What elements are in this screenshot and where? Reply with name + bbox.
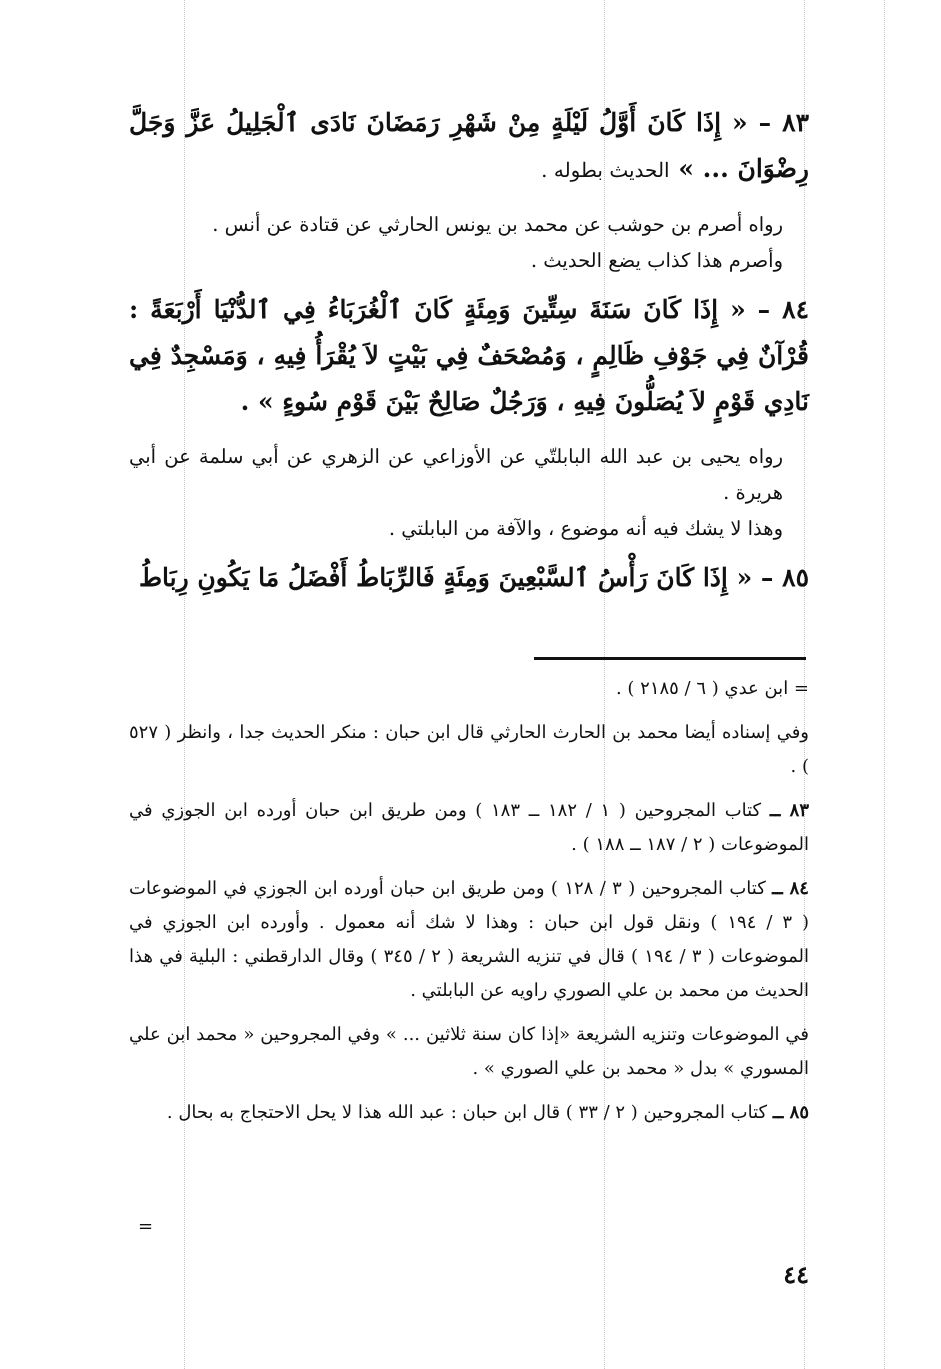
footnote-text: كتاب المجروحين ( ١ / ١٨٢ ــ ١٨٣ ) ومن طريق ابن حبان أورده ابن الجوزي في الموضوعات ( ٢ / ١٨٧ ــ ١٨٨ ) . — [129, 800, 809, 855]
scan-artifact-line — [884, 0, 885, 1369]
note-line: وأصرم هذا كذاب يضع الحديث . — [530, 249, 783, 272]
footnote — [129, 672, 809, 706]
hadith-note — [129, 439, 809, 547]
hadith-text: « إِذَا كَانَ رَأْسُ ٱلسَّبْعِينَ وَمِئَةٍ فَالرِّبَاطُ أَفْضَلُ مَا يَكُونِ رِبَاطُ — [138, 563, 753, 592]
footnote-divider — [534, 657, 806, 660]
hadith-84 — [129, 287, 809, 425]
hadith-text: « إِذَا كَانَ سَنَةَ سِتِّينَ وَمِئَةٍ كَانَ ٱلْغُرَبَاءُ فِي ٱلدُّنْيَا أَرْبَعَةً : قُرْآنٌ فِي جَوْفِ ظَالِمٍ ، وَمُصْحَفٌ فِي بَيْتٍ لاَ يُقْرَأُ فِيهِ ، وَمَسْجِدٌ فِي نَادِي قَوْمٍ لاَ يُصَلُّونَ فِيهِ ، وَرَجُلٌ صَالِحٌ بَيْنَ قَوْمِ سُوءٍ » . — [129, 295, 809, 416]
footnote — [129, 716, 809, 784]
footnote — [129, 1018, 809, 1086]
hadith-83 — [129, 100, 809, 193]
footnotes — [129, 672, 809, 1140]
hadith-number: ٨٤ – — [757, 295, 809, 324]
footnote-text: كتاب المجروحين ( ٢ / ٣٣ ) قال ابن حبان : عبد الله هذا لا يحل الاحتجاج به بحال . — [166, 1102, 768, 1123]
hadith-85 — [129, 555, 809, 601]
main-text — [129, 100, 809, 615]
footnote-text: في الموضوعات وتنزيه الشريعة «إذا كان سنة ثلاثين ... » وفي المجروحين « محمد ابن علي المسوري » بدل « محمد بن علي الصوري » . — [129, 1024, 809, 1079]
footnote-83 — [129, 794, 809, 862]
hadith-text: « إِذَا كَانَ أَوَّلُ لَيْلَةٍ مِنْ شَهْرِ رَمَضَانَ نَادَى ٱلْجَلِيلُ عَزَّ وَجَلَّ رِضْوَانَ ... » — [129, 108, 809, 183]
note-line: رواه يحيى بن عبد الله البابلتّي عن الأوزاعي عن الزهري عن أبي سلمة عن أبي هريرة . — [129, 445, 783, 504]
page-number: ٤٤ — [783, 1260, 809, 1289]
hadith-number: ٨٣ – — [758, 108, 809, 137]
hadith-tail: الحديث بطوله . — [541, 158, 670, 182]
footnote-text: وفي إسناده أيضا محمد بن الحارث الحارثي قال ابن حبان : منكر الحديث جدا ، وانظر ( ٥٢٧ ) . — [129, 722, 809, 777]
footnote-84 — [129, 872, 809, 1008]
footnote-text: كتاب المجروحين ( ٣ / ١٢٨ ) ومن طريق ابن حبان أورده ابن الجوزي في الموضوعات ( ٣ / ١٩٤ ) ونقل قول ابن حبان : وهذا لا شك أنه معمول . وأورده ابن الجوزي في الموضوعات ( ٣ / ١٩٤ ) قال في تنزيه الشريعة ( ٢ / ٣٤٥ ) وقال الدارقطني : البلية في هذا الحديث من محمد بن علي الصوري راويه عن البابلتي . — [129, 878, 809, 1001]
footnote-number: ٨٥ ــ — [772, 1102, 809, 1123]
footnote-text: = ابن عدي ( ٦ / ٢١٨٥ ) . — [615, 678, 809, 699]
continuation-mark: = — [138, 1216, 154, 1237]
hadith-number: ٨٥ – — [760, 563, 809, 592]
note-line: وهذا لا يشك فيه أنه موضوع ، والآفة من البابلتي . — [388, 517, 783, 540]
footnote-number: ٨٤ ــ — [772, 878, 809, 899]
hadith-note — [129, 207, 809, 279]
footnote-number: ٨٣ ــ — [769, 800, 809, 821]
footnote-85 — [129, 1096, 809, 1130]
note-line: رواه أصرم بن حوشب عن محمد بن يونس الحارثي عن قتادة عن أنس . — [212, 213, 783, 236]
